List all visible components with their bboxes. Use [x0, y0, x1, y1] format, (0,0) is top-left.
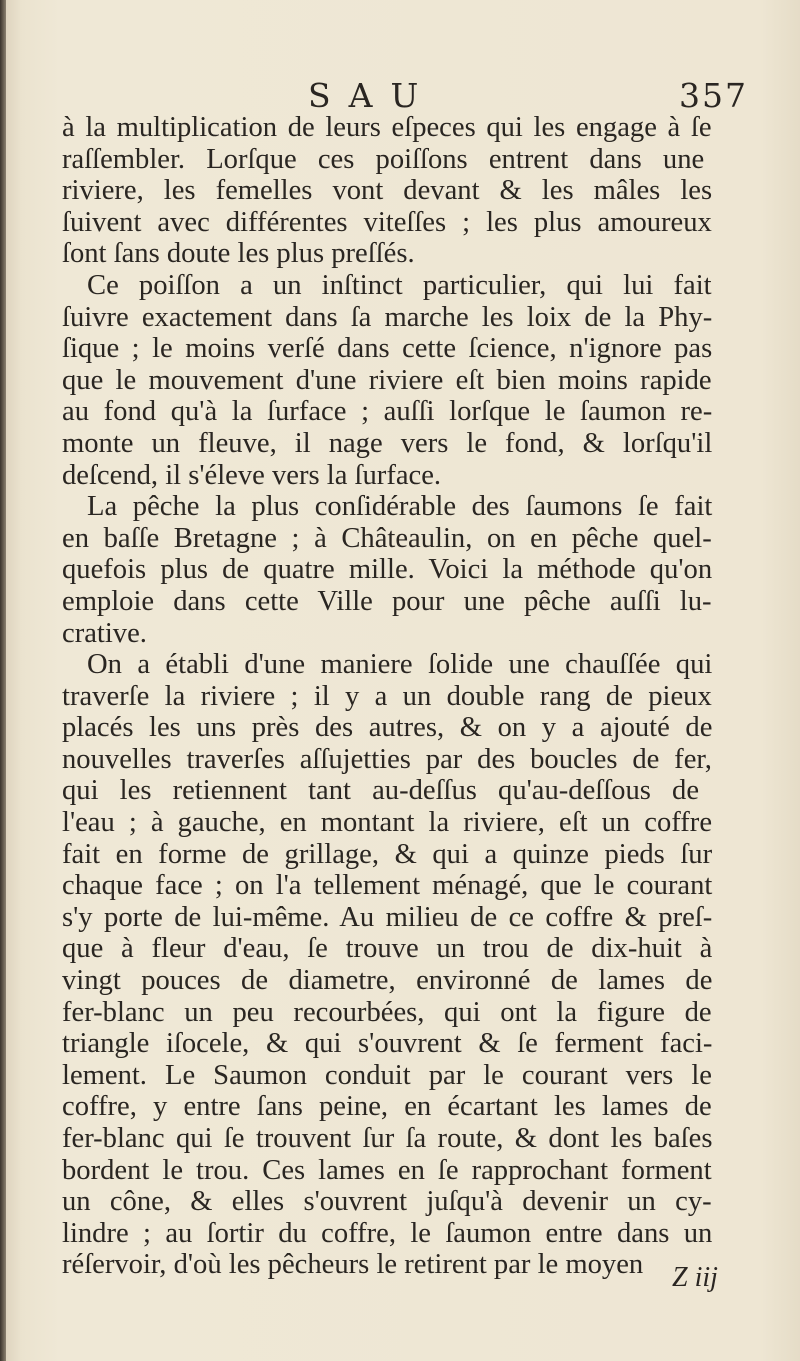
text-line: riviere, les femelles vont devant & les mâles les [62, 175, 713, 207]
text-line: au fond qu'à la ſurface ; auſſi lorſque le ſaumon re- [62, 396, 713, 428]
text-line: monte un fleuve, il nage vers le fond, & lorſqu'il [62, 427, 713, 459]
text-line: que à fleur d'eau, ſe trouve un trou de dix-huit à [62, 933, 713, 965]
text-line: La pêche la plus conſidérable des ſaumons ſe fait [87, 491, 713, 523]
text-line: emploie dans cette Ville pour une pêche auſſi lu- [62, 585, 712, 617]
text-line: s'y porte de lui-même. Au milieu de ce coffre & preſ- [62, 901, 713, 933]
text-line: un cône, & elles s'ouvrent juſqu'à devenir un cy- [62, 1186, 712, 1218]
text-line: ſont ſans doute les plus preſſés. [62, 238, 415, 270]
signature-mark: Z iij [672, 1262, 718, 1293]
text-line: lindre ; au ſortir du coffre, le ſaumon entre dans un [62, 1217, 713, 1249]
text-line: ſuivre exactement dans ſa marche les loix de la Phy- [62, 301, 713, 333]
text-line: fer-blanc un peu recourbées, qui ont la figure de [62, 996, 712, 1028]
text-line: à la multiplication de leurs eſpeces qui les engage à ſe [62, 112, 712, 143]
text-line: coffre, y entre ſans peine, en écartant les lames de [62, 1091, 712, 1123]
text-line: placés les uns près des autres, & on y a ajouté de [62, 712, 713, 744]
text-line: bordent le trou. Ces lames en ſe rapprochant forment [62, 1154, 712, 1186]
text-line: l'eau ; à gauche, en montant la riviere, eſt un coffre [62, 807, 713, 839]
text-line: lement. Le Saumon conduit par le courant vers le [62, 1059, 712, 1091]
text-line: quefois plus de quatre mille. Voici la méthode qu'on [62, 554, 713, 586]
text-line: ſuivent avec différentes viteſſes ; les plus amoureux [62, 206, 712, 238]
text-line: fait en forme de grillage, & qui a quinze pieds ſur [62, 838, 713, 870]
text-line: réſervoir, d'où les pêcheurs le retirent par le moyen [62, 1249, 644, 1281]
text-line: fer-blanc qui ſe trouvent ſur ſa route, & dont les baſes [62, 1123, 713, 1154]
body-text [62, 112, 712, 1281]
text-line: crative. [62, 617, 147, 649]
text-line: ſique ; le moins verſé dans cette ſcience, n'ignore pas [62, 333, 713, 365]
running-head: SAU [308, 76, 437, 115]
text-line: vingt pouces de diametre, environné de lames de [62, 965, 713, 997]
text-line: traverſe la riviere ; il y a un double rang de pieux [62, 680, 712, 712]
page-spine-edge [0, 0, 6, 1361]
text-line: que le mouvement d'une riviere eſt bien moins rapide [62, 364, 712, 396]
text-line: raſſembler. Lorſque ces poiſſons entrent dans une [62, 143, 705, 175]
text-line: qui les retiennent tant au-deſſus qu'au-deſſous de [62, 775, 700, 807]
text-line: triangle iſocele, & qui s'ouvrent & ſe ferment faci- [62, 1028, 713, 1060]
text-line: en baſſe Bretagne ; à Châteaulin, on en pêche quel- [62, 522, 712, 554]
text-line: chaque face ; on l'a tellement ménagé, que le courant [62, 870, 713, 902]
page-number: 357 [679, 76, 748, 115]
text-line: Ce poiſſon a un inſtinct particulier, qui lui fait [87, 269, 712, 301]
text-line: nouvelles traverſes aſſujetties par des boucles de fer, [62, 743, 712, 775]
text-line: deſcend, il s'éleve vers la ſurface. [62, 459, 442, 491]
text-line: On a établi d'une maniere ſolide une chauſſée qui [87, 649, 713, 681]
